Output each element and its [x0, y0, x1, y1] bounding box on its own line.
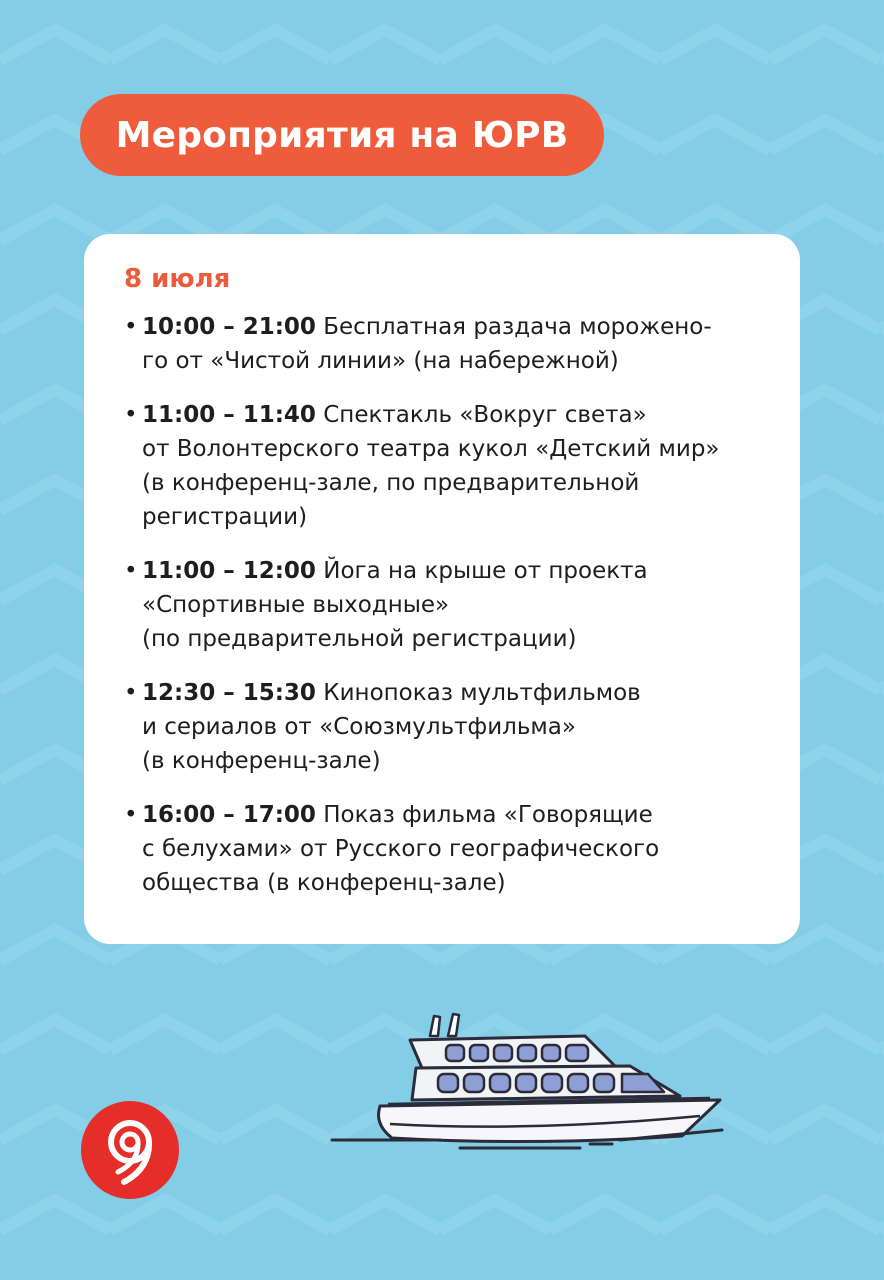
event-time: 10:00 – 21:00: [142, 314, 316, 340]
event-item: [124, 310, 802, 378]
event-text: Показ фильма «Говорящие: [323, 802, 653, 828]
event-line: [142, 554, 802, 588]
event-text: Кинопоказ мультфильмов: [323, 680, 641, 706]
event-text: Йога на крыше от проекта: [323, 558, 648, 584]
page-title: Мероприятия на ЮРВ: [115, 114, 569, 156]
event-text: Спектакль «Вокруг света»: [323, 402, 647, 428]
event-text: и сериалов от «Союзмультфильма»: [142, 714, 576, 740]
event-text: с белухами» от Русского географического: [142, 836, 660, 862]
event-time: 11:00 – 12:00: [142, 558, 316, 584]
event-time: 11:00 – 11:40: [142, 402, 316, 428]
logo-icon: [80, 1100, 180, 1200]
event-line: [142, 676, 802, 710]
bullet: •: [124, 680, 138, 706]
bullet: •: [124, 802, 138, 828]
event-text: Бесплатная раздача морожено-: [323, 314, 712, 340]
ship-icon: [330, 1008, 730, 1158]
event-time: 12:30 – 15:30: [142, 680, 316, 706]
event-text: от Волонтерского театра кукол «Детский мир»: [142, 436, 720, 462]
event-item: [124, 798, 802, 900]
event-text: (в конференц-зале): [142, 748, 381, 774]
event-text: (по предварительной регистрации): [142, 626, 577, 652]
bullet: •: [124, 558, 138, 584]
event-text: го от «Чистой линии» (на набережной): [142, 348, 619, 374]
event-list: [124, 310, 800, 900]
event-item: [124, 676, 802, 778]
bullet: •: [124, 402, 138, 428]
event-line: [142, 798, 802, 832]
schedule-card: [84, 234, 800, 944]
event-text: регистрации): [142, 504, 308, 530]
title-banner: [80, 94, 604, 176]
event-text: «Спортивные выходные»: [142, 592, 450, 618]
event-time: 16:00 – 17:00: [142, 802, 316, 828]
event-item: [124, 398, 802, 534]
schedule-date: 8 июля: [124, 264, 231, 294]
event-line: [142, 398, 802, 432]
event-item: [124, 554, 802, 656]
event-text: общества (в конференц-зале): [142, 870, 506, 896]
bullet: •: [124, 314, 138, 340]
event-text: (в конференц-зале, по предварительной: [142, 470, 640, 496]
event-line: [142, 310, 802, 344]
